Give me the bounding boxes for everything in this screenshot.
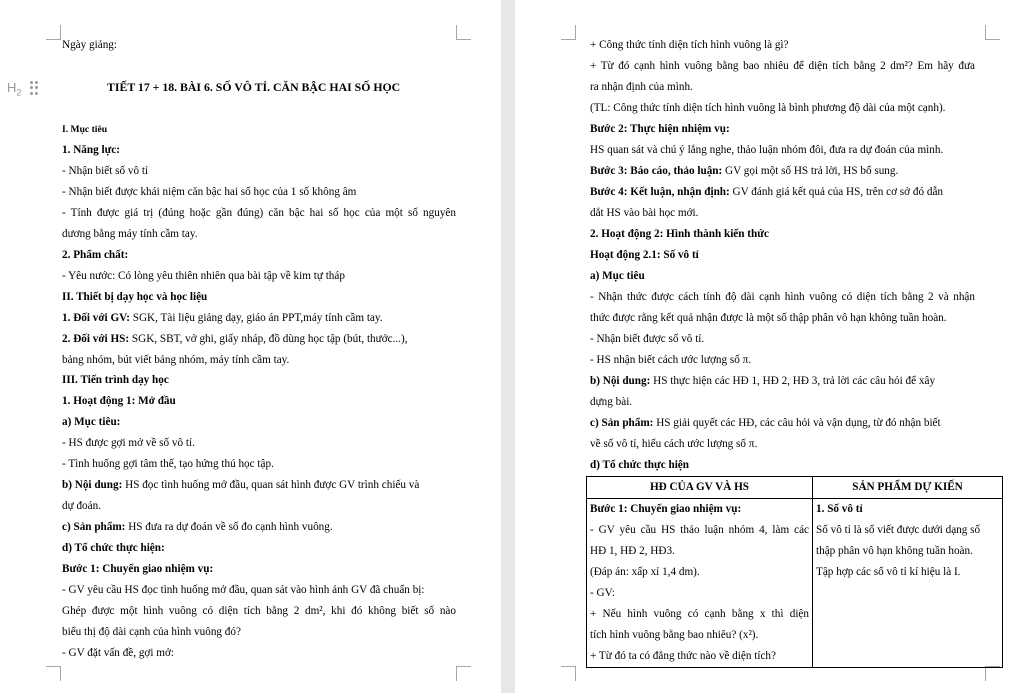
text-line: - Tình huống gợi tâm thế, tạo hứng thú học tập. bbox=[62, 458, 274, 470]
table-row bbox=[587, 499, 1003, 668]
text-line: biểu thị độ dài cạnh của hình vuông đó? bbox=[62, 626, 241, 638]
text-line: - Nhận thức được cách tính độ dài cạnh hình vuông có diện tích bằng 2 và nhận bbox=[590, 291, 975, 303]
subheading: 1. Năng lực: bbox=[62, 144, 120, 156]
text-line: - HS được gợi mở về số vô tỉ. bbox=[62, 437, 195, 449]
text-line: b) Nội dung: HS thực hiện các HĐ 1, HĐ 2, HĐ 3, trả lời các câu hỏi để xây bbox=[590, 375, 936, 387]
subheading: 1. Hoạt động 1: Mở đầu bbox=[62, 395, 176, 407]
text-line: - Nhận biết số vô tỉ bbox=[62, 165, 149, 177]
subheading: a) Mục tiêu: bbox=[62, 416, 121, 428]
cell-text: Số vô tỉ là số viết được dưới dạng số bbox=[816, 524, 981, 536]
text-line: + Công thức tính diện tích hình vuông là gì? bbox=[590, 39, 789, 51]
cell-text: 1. Số vô tỉ bbox=[816, 503, 863, 515]
text-line: - Nhận biết được số vô tỉ. bbox=[590, 333, 705, 345]
text-line: dương bằng máy tính cầm tay. bbox=[62, 228, 198, 240]
cell-text: - GV yêu cầu HS thảo luận nhóm 4, làm các bbox=[590, 524, 809, 536]
text-line: - HS nhận biết cách ước lượng số π. bbox=[590, 354, 752, 366]
text-line: - GV yêu cầu HS đọc tình huống mở đầu, quan sát vào hình ảnh GV đã chuẩn bị: bbox=[62, 584, 425, 596]
text-line: HS quan sát và chú ý lắng nghe, thảo luận nhóm đôi, đưa ra dự đoán của mình. bbox=[590, 144, 944, 156]
subheading: d) Tổ chức thực hiện bbox=[590, 459, 689, 471]
text-line: - Nhận biết được khái niệm căn bậc hai số học của 1 số không âm bbox=[62, 186, 357, 198]
heading-style-marker[interactable]: $H_2$ bbox=[7, 80, 22, 98]
text-line: ra nhận định của mình. bbox=[590, 81, 693, 93]
section-heading: III. Tiến trình dạy học bbox=[62, 374, 169, 386]
text-line: + Từ đó cạnh hình vuông bằng bao nhiêu để diện tích bằng 2 dm²? Em hãy đưa bbox=[590, 60, 975, 72]
subheading: Bước 1: Chuyển giao nhiệm vụ: bbox=[62, 563, 214, 575]
crop-mark bbox=[561, 25, 576, 40]
text-line: 1. Đối với GV: SGK, Tài liệu giảng dạy, giáo án PPT,máy tính cầm tay. bbox=[62, 312, 383, 324]
document-page-left bbox=[0, 0, 501, 693]
cell-text: HĐ 1, HĐ 2, HĐ3. bbox=[590, 545, 675, 557]
subheading: 2. Phẩm chất: bbox=[62, 249, 129, 261]
text-line: - Tính được giá trị (đúng hoặc gần đúng) căn bậc hai số học của một số nguyên bbox=[62, 207, 456, 219]
crop-mark bbox=[985, 25, 1000, 40]
subheading: a) Mục tiêu bbox=[590, 270, 645, 282]
text-line: 2. Đối với HS: SGK, SBT, vở ghi, giấy nháp, đồ dùng học tập (bút, thước...), bbox=[62, 333, 408, 345]
subheading: Bước 2: Thực hiện nhiệm vụ: bbox=[590, 123, 730, 135]
text-line: bảng nhóm, bút viết bảng nhóm, máy tính cầm tay. bbox=[62, 354, 290, 366]
text-line: về số vô tỉ, hiểu cách ước lượng số π. bbox=[590, 438, 758, 450]
document-page-right bbox=[515, 0, 1033, 693]
text-line: dắt HS vào bài học mới. bbox=[590, 207, 699, 219]
section-heading: II. Thiết bị dạy học và học liệu bbox=[62, 291, 208, 303]
text-line: (TL: Công thức tính diện tích hình vuông là bình phương độ dài của một cạnh). bbox=[590, 102, 946, 114]
table-cell bbox=[813, 499, 1003, 668]
table-header-cell: SẢN PHẨM DỰ KIẾN bbox=[813, 477, 1003, 499]
text-line: c) Sản phẩm: HS đưa ra dự đoán về số đo cạnh hình vuông. bbox=[62, 521, 333, 533]
subheading: Hoạt động 2.1: Số vô tỉ bbox=[590, 249, 699, 261]
table-cell bbox=[587, 499, 813, 668]
date-line: Ngày giảng: bbox=[62, 39, 117, 51]
cell-text: + Nếu hình vuông có cạnh bằng x thì diện bbox=[590, 608, 809, 620]
crop-mark bbox=[561, 666, 576, 681]
section-heading: I. Mục tiêu bbox=[62, 124, 108, 135]
text-line: Ghép được một hình vuông có diện tích bằng 2 dm², khi đó không biết số nào bbox=[62, 605, 456, 617]
cell-text: thập phân vô hạn không tuần hoàn. bbox=[816, 545, 973, 557]
crop-mark bbox=[985, 666, 1000, 681]
crop-mark bbox=[46, 25, 61, 40]
text-line: Bước 4: Kết luận, nhận định: GV đánh giá kết quả của HS, trên cơ sở đó dẫn bbox=[590, 186, 944, 198]
text-line: c) Sản phẩm: HS giải quyết các HĐ, các câu hỏi và vận dụng, từ đó nhận biết bbox=[590, 417, 941, 429]
table-header-row bbox=[587, 477, 1003, 499]
cell-text: tích hình vuông bằng bao nhiêu? (x²). bbox=[590, 629, 759, 641]
text-line: - GV đặt vấn đề, gợi mở: bbox=[62, 647, 174, 659]
subheading: 2. Hoạt động 2: Hình thành kiến thức bbox=[590, 228, 769, 240]
lesson-plan-table bbox=[586, 476, 1003, 668]
cell-text: (Đáp án: xấp xỉ 1,4 dm). bbox=[590, 566, 700, 578]
table-header-cell: HĐ CỦA GV VÀ HS bbox=[587, 477, 813, 499]
crop-mark bbox=[46, 666, 61, 681]
cell-text: + Từ đó ta có đẳng thức nào về diện tích? bbox=[590, 650, 776, 662]
drag-handle-icon[interactable] bbox=[30, 81, 38, 95]
text-line: thức được rằng kết quả nhận được là một số thập phân vô hạn không tuần hoàn. bbox=[590, 312, 947, 324]
cell-text: Bước 1: Chuyển giao nhiệm vụ: bbox=[590, 503, 742, 515]
lesson-title: TIẾT 17 + 18. BÀI 6. SỐ VÔ TỈ. CĂN BẬC HAI SỐ HỌC bbox=[107, 80, 401, 94]
cell-text: Tập hợp các số vô tỉ kí hiệu là I. bbox=[816, 566, 961, 578]
text-line: - Yêu nước: Có lòng yêu thiên nhiên qua bài tập về kim tự tháp bbox=[62, 270, 345, 282]
crop-mark bbox=[456, 25, 471, 40]
subheading: d) Tổ chức thực hiện: bbox=[62, 542, 165, 554]
crop-mark bbox=[456, 666, 471, 681]
text-line: Bước 3: Báo cáo, thảo luận: GV gọi một số HS trả lời, HS bổ sung. bbox=[590, 165, 899, 177]
cell-text: - GV: bbox=[590, 587, 615, 599]
text-line: b) Nội dung: HS đọc tình huống mở đầu, quan sát hình được GV trình chiếu và bbox=[62, 479, 420, 491]
text-line: dự đoán. bbox=[62, 500, 101, 512]
text-line: dựng bài. bbox=[590, 396, 633, 408]
